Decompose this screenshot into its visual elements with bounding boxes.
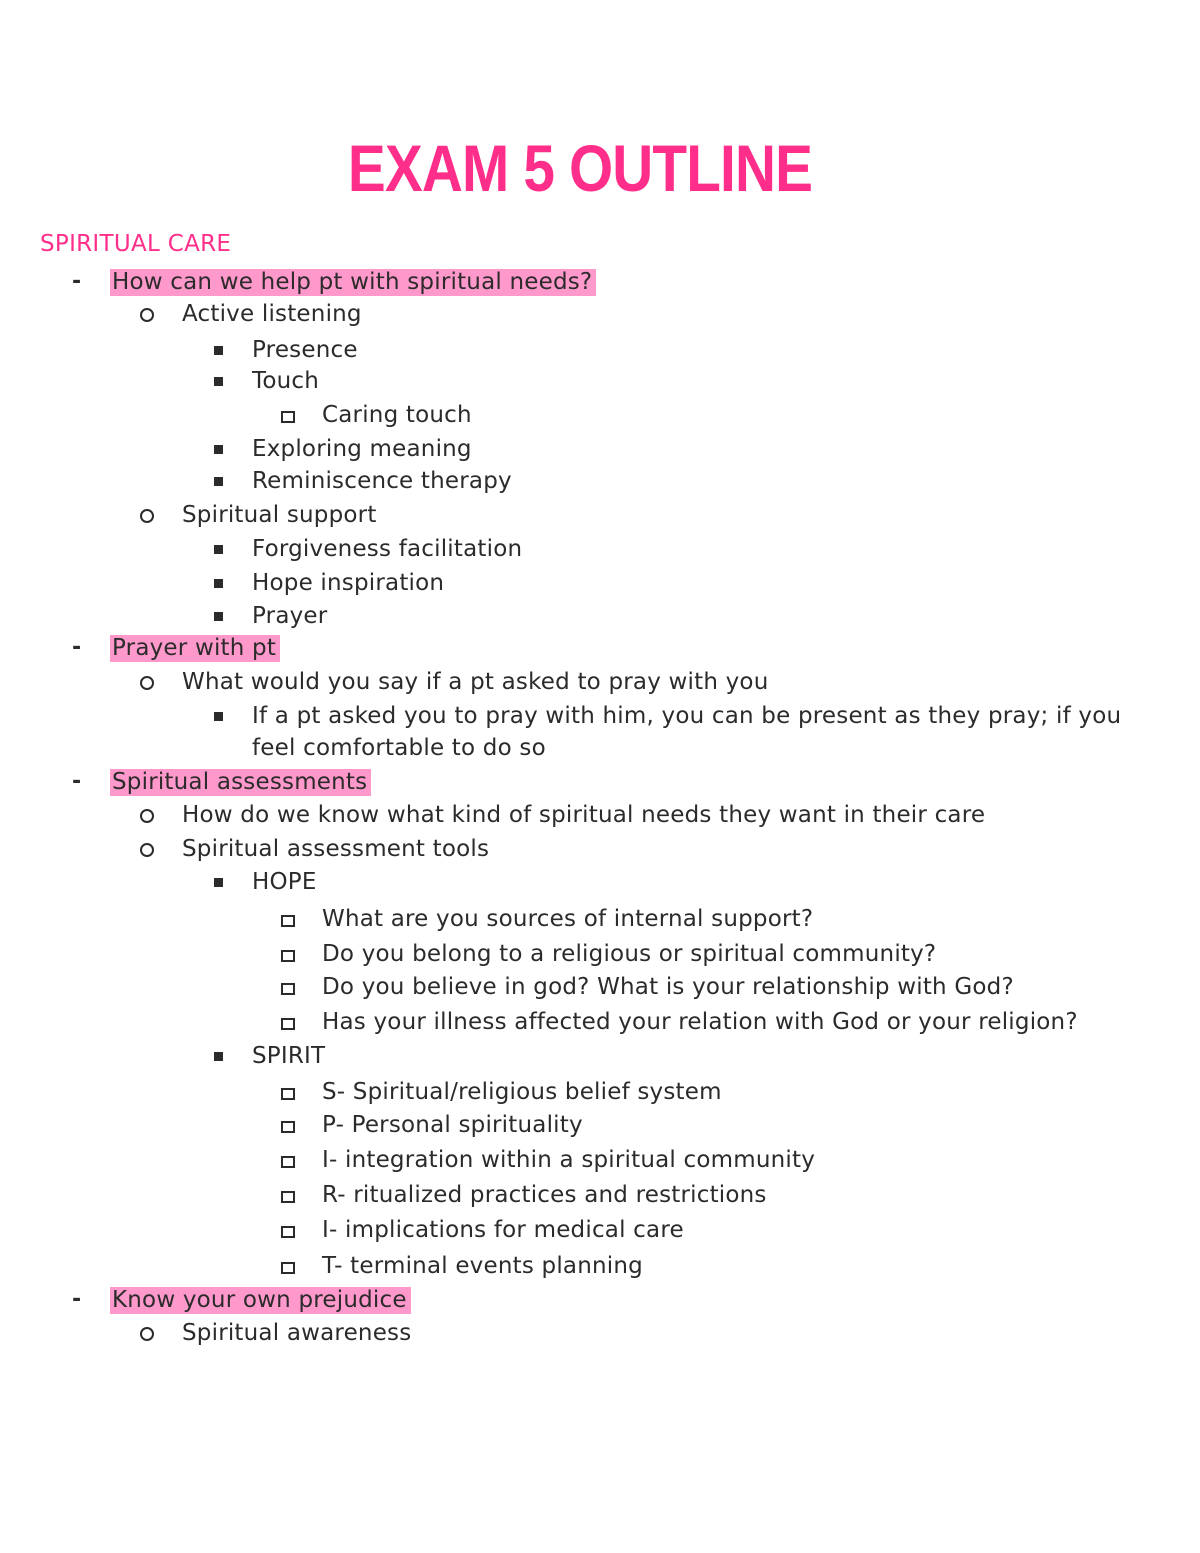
bullet-level-4-icon <box>281 1191 295 1203</box>
outline-item-text: Has your illness affected your relation with God or your religion? <box>322 1009 1078 1035</box>
bullet-level-3-icon <box>214 445 223 454</box>
outline-item-text: I- integration within a spiritual community <box>322 1147 816 1173</box>
outline-item-text: R- ritualized practices and restrictions <box>322 1182 767 1208</box>
outline-item-text: Prayer <box>252 603 328 629</box>
outline-item-text: feel comfortable to do so <box>252 735 546 761</box>
outline-heading-item <box>110 266 596 298</box>
outline-item-text: How do we know what kind of spiritual needs they want in their care <box>182 802 986 828</box>
outline-heading-item <box>110 1284 411 1316</box>
outline-item-level-4 <box>322 399 472 431</box>
outline-item-text: Touch <box>252 368 320 394</box>
outline-heading-item <box>110 632 280 664</box>
bullet-level-4-icon <box>281 950 295 962</box>
outline-item-text: Hope inspiration <box>252 570 445 596</box>
bullet-level-2-icon <box>140 809 154 823</box>
bullet-level-3-icon <box>214 612 223 621</box>
bullet-level-1-icon: - <box>72 635 82 660</box>
section-heading: SPIRITUAL CARE <box>40 231 232 257</box>
bullet-level-4-icon <box>281 915 295 927</box>
bullet-level-3-icon <box>214 545 223 554</box>
outline-item-text: I- implications for medical care <box>322 1217 684 1243</box>
bullet-level-3-icon <box>214 712 223 721</box>
outline-item-level-4 <box>322 1109 583 1141</box>
bullet-level-2-icon <box>140 509 154 523</box>
outline-item-text: Spiritual awareness <box>182 1320 412 1346</box>
outline-item-text: What are you sources of internal support? <box>322 906 814 932</box>
bullet-level-1-icon: - <box>72 769 82 794</box>
bullet-level-2-icon <box>140 843 154 857</box>
bullet-level-1-icon: - <box>72 1287 82 1312</box>
outline-item-text: Spiritual support <box>182 502 377 528</box>
outline-item-level-3 <box>252 567 444 599</box>
outline-item-level-3 <box>252 334 358 366</box>
outline-item-level-4 <box>322 1179 767 1211</box>
bullet-level-4-icon <box>281 1156 295 1168</box>
bullet-level-3-icon <box>214 579 223 588</box>
bullet-level-1-icon: - <box>72 269 82 294</box>
outline-item-text: Do you belong to a religious or spiritual community? <box>322 941 937 967</box>
outline-item-level-4 <box>322 1006 1078 1038</box>
outline-item-level-2 <box>182 499 377 531</box>
bullet-level-3-icon <box>214 878 223 887</box>
bullet-level-3-icon <box>214 346 223 355</box>
bullet-level-4-icon <box>281 1121 295 1133</box>
outline-item-level-3 <box>252 433 472 465</box>
outline-item-level-3 <box>252 533 522 565</box>
page-title: EXAM 5 OUTLINE <box>347 131 813 205</box>
bullet-level-2-icon <box>140 308 154 322</box>
bullet-level-4-icon <box>281 1262 295 1274</box>
outline-item-level-2 <box>182 1317 411 1349</box>
bullet-level-3-icon <box>214 477 223 486</box>
outline-item-text: T- terminal events planning <box>322 1253 643 1279</box>
outline-item-text: Know your own prejudice <box>110 1287 411 1314</box>
bullet-level-4-icon <box>281 411 295 423</box>
outline-item-text: P- Personal spirituality <box>322 1112 583 1138</box>
outline-item-text: Do you believe in god? What is your relationship with God? <box>322 974 1014 1000</box>
bullet-level-3-icon <box>214 1052 223 1061</box>
outline-item-level-4 <box>322 938 936 970</box>
bullet-level-4-icon <box>281 1226 295 1238</box>
outline-item-level-3 <box>252 732 546 764</box>
outline-item-level-2 <box>182 298 362 330</box>
outline-item-level-3 <box>252 866 317 898</box>
outline-item-level-4 <box>322 903 813 935</box>
bullet-level-4-icon <box>281 983 295 995</box>
outline-item-level-4 <box>322 1214 684 1246</box>
outline-item-text: Spiritual assessment tools <box>182 836 490 862</box>
outline-item-level-4 <box>322 1250 643 1282</box>
bullet-level-4-icon <box>281 1088 295 1100</box>
outline-item-level-3 <box>252 465 512 497</box>
outline-item-text: HOPE <box>252 869 317 895</box>
outline-item-text: Forgiveness facilitation <box>252 536 523 562</box>
outline-item-level-3 <box>252 600 327 632</box>
outline-item-text: Reminiscence therapy <box>252 468 512 494</box>
outline-item-text: If a pt asked you to pray with him, you can be present as they pray; if you <box>252 703 1122 729</box>
outline-item-text: Caring touch <box>322 402 472 428</box>
bullet-level-4-icon <box>281 1018 295 1030</box>
outline-item-text: Spiritual assessments <box>110 769 371 796</box>
outline-item-text: What would you say if a pt asked to pray with you <box>182 669 769 695</box>
outline-item-level-3 <box>252 1040 325 1072</box>
outline-item-level-2 <box>182 833 489 865</box>
bullet-level-2-icon <box>140 1327 154 1341</box>
outline-item-level-2 <box>182 799 985 831</box>
outline-item-level-4 <box>322 1144 815 1176</box>
outline-item-level-3 <box>252 365 319 397</box>
outline-item-text: Active listening <box>182 301 362 327</box>
outline-item-text: S- Spiritual/religious belief system <box>322 1079 722 1105</box>
outline-item-level-2 <box>182 666 769 698</box>
outline-item-level-3 <box>252 700 1121 732</box>
outline-item-text: Exploring meaning <box>252 436 472 462</box>
outline-item-text: SPIRIT <box>252 1043 326 1069</box>
outline-item-text: Presence <box>252 337 358 363</box>
outline-heading-item <box>110 766 371 798</box>
bullet-level-2-icon <box>140 676 154 690</box>
outline-item-level-4 <box>322 1076 722 1108</box>
outline-item-text: Prayer with pt <box>110 635 280 662</box>
outline-item-text: How can we help pt with spiritual needs? <box>110 269 596 296</box>
bullet-level-3-icon <box>214 377 223 386</box>
outline-item-level-4 <box>322 971 1014 1003</box>
